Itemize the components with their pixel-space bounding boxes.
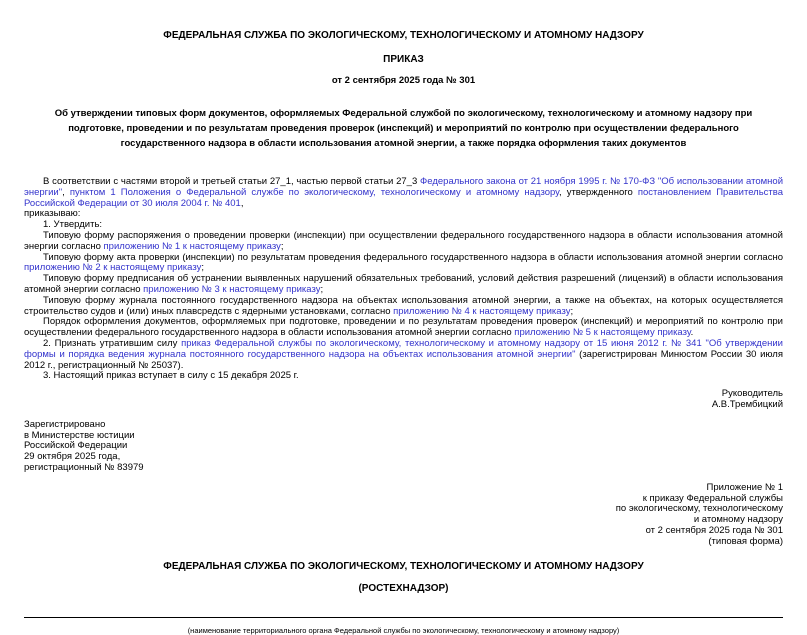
signature-block [24, 389, 783, 411]
body-paragraph [24, 253, 783, 275]
body-paragraph [24, 296, 783, 318]
document-link[interactable]: Федерального закона от 21 ноября 1995 г. № 170-ФЗ "Об использовании атомной энергии" [24, 176, 783, 198]
body-text-segment: ; [201, 262, 204, 274]
appendix-organization-short-name: (РОСТЕХНАДЗОР) [358, 582, 449, 594]
document-title: Об утверждении типовых форм документов, оформляемых Федеральной службой по экологическому, технологическому и атомному надзору при подготовке, проведении и по результатам проведения проверок (инспекций) и мероприятий по контролю при осуществлении федерального государственного надзора в области использования атомной энергии, а также порядка оформления таких документов [54, 108, 753, 149]
text-line: по экологическому, технологическому [615, 503, 783, 515]
document-header-organization: ФЕДЕРАЛЬНАЯ СЛУЖБА ПО ЭКОЛОГИЧЕСКОМУ, ТЕХНОЛОГИЧЕСКОМУ И АТОМНОМУ НАДЗОРУ [163, 30, 644, 41]
text-line: от 2 сентября 2025 года № 301 [645, 524, 783, 536]
body-text-segment: (зарегистрирован Минюстом России 30 июля 2012 г., регистрационный № 25037). [24, 348, 783, 371]
body-paragraph [24, 317, 783, 339]
form-field-caption: (наименование территориального органа Федеральной службы по экологическому, технологическому и атомному надзору) [187, 625, 620, 635]
text-line: в Министерстве юстиции [24, 429, 135, 441]
body-text-segment: 3. Настоящий приказ вступает в силу с 15 декабря 2025 г. [43, 370, 299, 382]
body-text-segment: Типовую форму распоряжения о проведении проверки (инспекции) при осуществлении федерального государственного надзора в области использования атомной энергии согласно [24, 229, 783, 252]
form-fill-line [24, 617, 783, 618]
body-text-segment: В соответствии с частями второй и третьей статьи 27_1, частью первой статьи 27_3 [43, 176, 421, 187]
document-body [24, 177, 783, 382]
body-paragraph [24, 209, 783, 220]
body-paragraph [24, 274, 783, 296]
document-link[interactable]: приложению № 3 к настоящему приказу [143, 283, 321, 295]
document-link[interactable]: приложению № 5 к настоящему приказу [514, 327, 691, 339]
signature-name: А.В.Трембицкий [711, 398, 783, 410]
document-date-number: от 2 сентября 2025 года № 301 [331, 75, 476, 86]
body-text-segment: , [62, 186, 70, 198]
body-text-segment: приказываю: [24, 208, 81, 220]
document-link[interactable]: пунктом 1 Положения о Федеральной службе по экологическому, технологическому и атомному надзору [69, 186, 559, 198]
body-text-segment: ; [570, 305, 574, 317]
appendix-reference-block [24, 483, 783, 548]
signature-role: Руководитель [721, 388, 783, 400]
body-text-segment: Порядок оформления документов, оформляемых при подготовке, проведении и по результатам проведения проверок (инспекций) и мероприятий по контролю при осуществлении федерального государственного надзора в области использования атомной энергии согласно [24, 316, 783, 339]
document-link[interactable]: постановлением Правительства Российской Федерации от 30 июля 2004 г. № 401 [24, 186, 783, 209]
body-text-segment: ; [280, 240, 284, 252]
text-line: Зарегистрировано [24, 418, 106, 430]
document-type-heading: ПРИКАЗ [383, 54, 424, 65]
body-paragraph [24, 231, 783, 253]
body-text-segment: 1. Утвердить: [43, 219, 103, 231]
body-paragraph [24, 339, 783, 371]
body-text-segment: Типовую форму журнала постоянного государственного надзора на объектах использования атомной энергии, а также на объектах, на которых осуществляется строительство судов и (или) иных плавсредств с ядерными установками, согласно [24, 294, 783, 317]
registration-block [24, 420, 783, 474]
document-link[interactable]: приложению № 2 к настоящему приказу [24, 262, 202, 274]
document-link[interactable]: приказ Федеральной службы по экологическому, технологическому и атомному надзору от 15 июня 2012 г. № 341 "Об утверждении формы и порядка ведения журнала постоянного государственного надзора на объектах использования атомной энергии" [24, 337, 783, 360]
text-line: 29 октября 2025 года, [24, 451, 121, 463]
body-text-segment: 2. Признать утратившим силу [43, 337, 182, 349]
document-link[interactable]: приложению № 4 к настоящему приказу [393, 305, 571, 317]
body-text-segment: , [240, 197, 244, 209]
body-paragraph [24, 371, 783, 382]
text-line: Приложение № 1 [706, 481, 783, 493]
body-paragraph [24, 177, 783, 209]
body-text-segment: , утвержденного [558, 186, 638, 198]
text-line: к приказу Федеральной службы [642, 492, 783, 504]
text-line: и атомному надзору [693, 514, 783, 526]
appendix-organization-heading: ФЕДЕРАЛЬНАЯ СЛУЖБА ПО ЭКОЛОГИЧЕСКОМУ, ТЕХНОЛОГИЧЕСКОМУ И АТОМНОМУ НАДЗОРУ [163, 560, 644, 572]
body-text-segment: Типовую форму акта проверки (инспекции) по результатам проведения федерального государственного надзора в области использования атомной энергии согласно [43, 251, 783, 263]
document-link[interactable]: приложению № 1 к настоящему приказу [103, 240, 281, 252]
body-text-segment: . [690, 327, 694, 339]
text-line: регистрационный № 83979 [24, 461, 144, 473]
text-line: Российской Федерации [24, 440, 128, 452]
text-line: (типовая форма) [708, 535, 783, 547]
body-text-segment: ; [320, 283, 324, 295]
body-text-segment: Типовую форму предписания об устранении выявленных нарушений обязательных требований, условий действия разрешений (лицензий) в области использования атомной энергии согласно [24, 273, 783, 295]
